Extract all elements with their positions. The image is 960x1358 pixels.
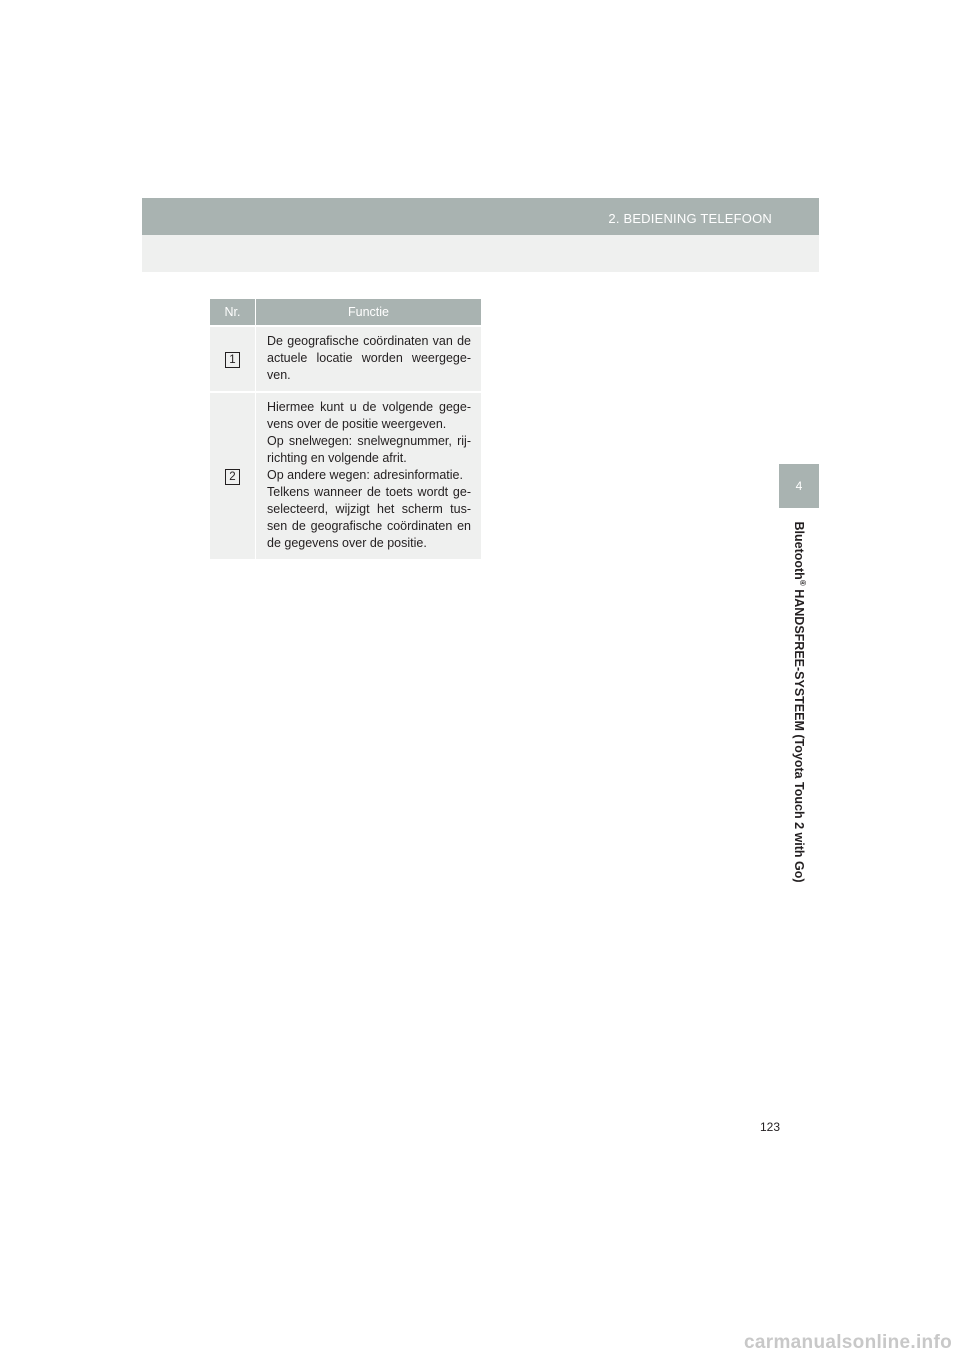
column-header-function: Functie: [256, 299, 482, 326]
chapter-tab: [779, 464, 819, 508]
number-box-icon: 1: [225, 352, 240, 368]
description-line: Op andere wegen: adresinformatie.: [267, 468, 463, 482]
description-line: Op snelwegen: snelwegnummer, rij-richting en volgende afrit.: [267, 434, 471, 465]
description-line: De geografische coördinaten van de actuele locatie worden weergege-ven.: [267, 334, 471, 382]
side-title-suffix: HANDSFREE-SYSTEEM (Toyota Touch 2 with Go): [792, 585, 806, 883]
row-number-cell: [210, 392, 256, 559]
table-row: [210, 326, 481, 392]
section-header-bar: [142, 198, 819, 235]
registered-mark: ®: [798, 579, 808, 586]
table-header-row: [210, 299, 481, 326]
table-row: [210, 392, 481, 559]
row-description-cell: [256, 392, 482, 559]
chapter-number: 4: [795, 479, 803, 493]
row-number-cell: [210, 326, 256, 392]
section-title: 2. BEDIENING TELEFOON: [608, 211, 772, 226]
function-table: [210, 299, 481, 559]
side-title-prefix: Bluetooth: [792, 521, 806, 580]
watermark: carmanualsonline.info: [744, 1332, 952, 1353]
column-header-number: Nr.: [210, 299, 256, 326]
number-box-icon: 2: [225, 469, 240, 485]
row-description-cell: [256, 326, 482, 392]
chapter-side-title: [792, 522, 806, 883]
section-header-subbar: [142, 235, 819, 272]
page-number: 123: [759, 1120, 780, 1134]
description-line: Hiermee kunt u de volgende gege-vens over de positie weergeven.: [267, 400, 471, 431]
description-line: Telkens wanneer de toets wordt ge-selecteerd, wijzigt het scherm tus-sen de geografische coördinaten en de gegevens over de positie.: [267, 485, 471, 550]
